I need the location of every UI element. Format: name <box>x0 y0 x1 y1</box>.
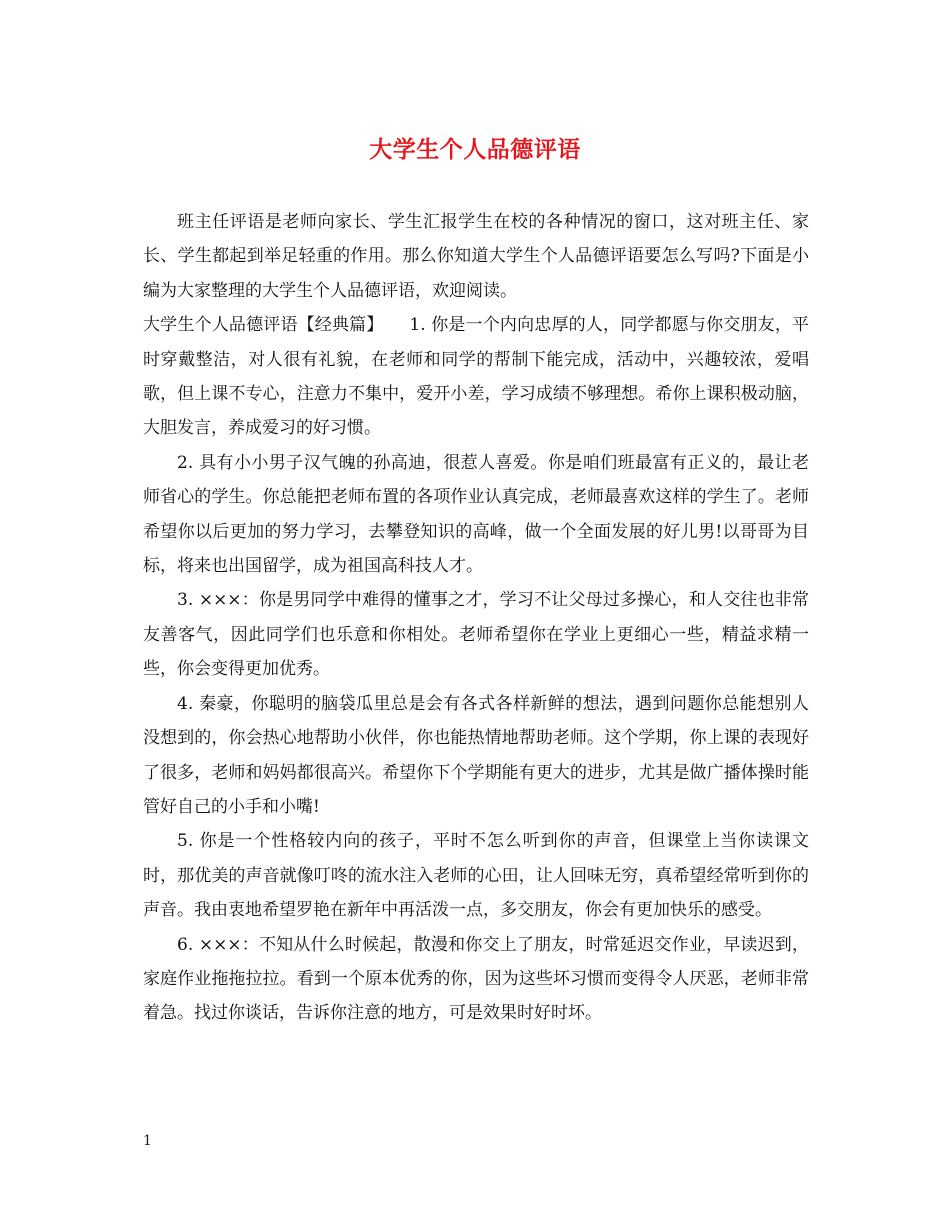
document-body <box>143 205 809 1031</box>
paragraph-1: 大学生个人品德评语【经典篇】 1. 你是一个内向忠厚的人，同学都愿与你交朋友，平时穿戴整洁，对人很有礼貌，在老师和同学的帮制下能完成，活动中，兴趣较浓，爱唱歌，但上课不专心，注意力不集中，爱开小差，学习成绩不够理想。希你上课积极动脑，大胆发言，养成爱习的好习惯。 <box>143 315 809 439</box>
paragraph-6: 6. ×××：不知从什么时候起，散漫和你交上了朋友，时常延迟交作业，早读迟到，家庭作业拖拖拉拉。看到一个原本优秀的你，因为这些坏习惯而变得令人厌恶，老师非常着急。找过你谈话，告诉你注意的地方，可是效果时好时坏。 <box>143 934 809 1024</box>
paragraph-2: 2. 具有小小男子汉气魄的孙高迪，很惹人喜爱。你是咱们班最富有正义的，最让老师省心的学生。你总能把老师布置的各项作业认真完成，老师最喜欢这样的学生了。老师希望你以后更加的努力学习，去攀登知识的高峰，做一个全面发展的好儿男!以哥哥为目标，将来也出国留学，成为祖国高科技人才。 <box>143 452 809 577</box>
document-title: 大学生个人品德评语 <box>369 136 581 163</box>
paragraph-intro: 班主任评语是老师向家长、学生汇报学生在校的各种情况的窗口，这对班主任、家长、学生都起到举足轻重的作用。那么你知道大学生个人品德评语要怎么写吗?下面是小编为大家整理的大学生个人品德评语，欢迎阅读。 <box>143 212 809 301</box>
paragraph-3: 3. ×××：你是男同学中难得的懂事之才，学习不让父母过多操心，和人交往也非常友善客气，因此同学们也乐意和你相处。老师希望你在学业上更细心一些，精益求精一些，你会变得更加优秀。 <box>143 590 809 680</box>
page-number: 1 <box>143 1133 152 1149</box>
paragraph-4: 4. 秦豪，你聪明的脑袋瓜里总是会有各式各样新鲜的想法，遇到问题你总能想别人没想到的，你会热心地帮助小伙伴，你也能热情地帮助老师。这个学期，你上课的表现好了很多，老师和妈妈都很高兴。希望你下个学期能有更大的进步，尤其是做广播体操时能管好自己的小手和小嘴! <box>143 693 809 817</box>
paragraph-5: 5. 你是一个性格较内向的孩子，平时不怎么听到你的声音，但课堂上当你读课文时，那优美的声音就像叮咚的流水注入老师的心田，让人回味无穷，真希望经常听到你的声音。我由衷地希望罗艳在新年中再活泼一点，多交朋友，你会有更加快乐的感受。 <box>143 831 809 921</box>
